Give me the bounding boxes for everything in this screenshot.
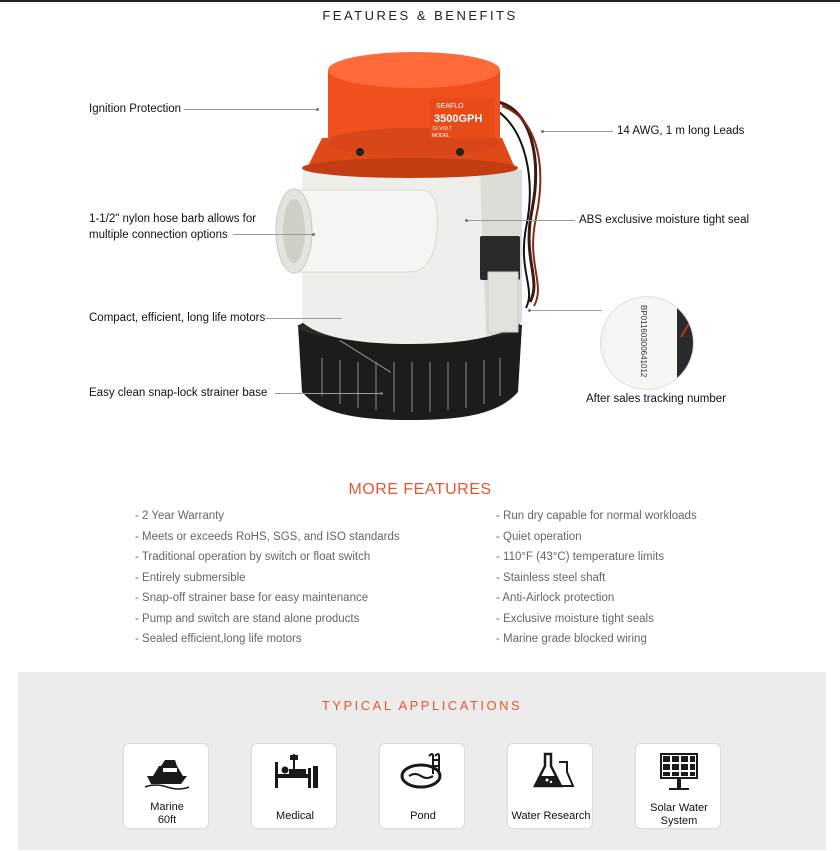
callout-motors: Compact, efficient, long life motors (89, 312, 266, 324)
leader-dot-tracking (528, 309, 531, 312)
app-card-marine (123, 743, 209, 829)
solar-panel-icon (655, 752, 703, 792)
app-card-solar (635, 743, 721, 829)
leader-dot-ignition (316, 108, 319, 111)
pool-icon (399, 752, 447, 792)
pump-brand-text: SEAFLO (436, 103, 464, 110)
serial-inset (600, 296, 694, 390)
features-title: FEATURES & BENEFITS (322, 8, 518, 23)
leader-dot-hose (312, 233, 315, 236)
callout-seal: ABS exclusive moisture tight seal (579, 214, 750, 226)
list-item: - Entirely submersible (135, 571, 246, 584)
app-label: Medical (276, 810, 314, 822)
list-item: - Meets or exceeds RoHS, SGS, and ISO standards (135, 530, 400, 543)
pump-model-text: MODEL (432, 133, 450, 139)
list-item: - Exclusive moisture tight seals (496, 612, 654, 625)
pump-image (260, 40, 560, 440)
app-label: Water Research (511, 810, 591, 822)
callout-strainer: Easy clean snap-lock strainer base (89, 387, 268, 399)
more-features-title: MORE FEATURES (348, 481, 492, 498)
list-item: - Snap-off strainer base for easy maintenance (135, 592, 369, 604)
leader-dot-strainer (380, 392, 383, 395)
leader-ignition (184, 109, 318, 110)
callout-tracking: After sales tracking number (586, 393, 726, 405)
callout-hose: 1-1/2" nylon hose barb allows for multiple connection options (89, 213, 257, 241)
list-item: - Anti-Airlock protection (496, 592, 615, 604)
leader-seal (467, 220, 575, 221)
callout-ignition: Ignition Protection (89, 103, 182, 115)
app-label: Marine 60ft (150, 801, 184, 826)
flask-icon (527, 752, 575, 792)
callout-leads: 14 AWG, 1 m long Leads (617, 125, 745, 137)
applications-section (18, 672, 826, 850)
list-item: - Sealed efficient,long life motors (135, 633, 302, 645)
pump-spec-text: 12-VOLT (432, 126, 452, 132)
leader-leads (543, 131, 613, 132)
hospital-bed-icon (271, 752, 319, 792)
leader-motors (266, 318, 342, 319)
list-item: - Pump and switch are stand alone products (135, 612, 360, 625)
app-card-water-research (507, 743, 593, 829)
features-list-right (496, 508, 697, 652)
leader-hose (233, 234, 313, 235)
list-item: - Marine grade blocked wiring (496, 633, 647, 645)
leader-strainer (275, 393, 381, 394)
list-item: - Stainless steel shaft (496, 571, 606, 584)
leader-tracking (530, 310, 602, 311)
top-rule (0, 0, 840, 2)
features-list-left (135, 508, 400, 652)
applications-title: TYPICAL APPLICATIONS (321, 698, 523, 713)
app-label: Pond (410, 810, 436, 822)
list-item: - 110°F (43°C) temperature limits (496, 551, 665, 563)
list-item: - Quiet operation (496, 530, 582, 543)
list-item: - Traditional operation by switch or float switch (135, 551, 371, 563)
pump-capacity-text: 3500GPH (434, 113, 483, 125)
list-item: - Run dry capable for normal workloads (496, 510, 697, 522)
app-card-medical (251, 743, 337, 829)
leader-dot-seal (465, 219, 468, 222)
app-card-pond (379, 743, 465, 829)
leader-dot-leads (541, 130, 544, 133)
yacht-icon (143, 752, 191, 792)
app-label: Solar Water System (650, 802, 708, 827)
list-item: - 2 Year Warranty (135, 510, 225, 522)
serial-number: BP01160300641012 (639, 305, 648, 378)
